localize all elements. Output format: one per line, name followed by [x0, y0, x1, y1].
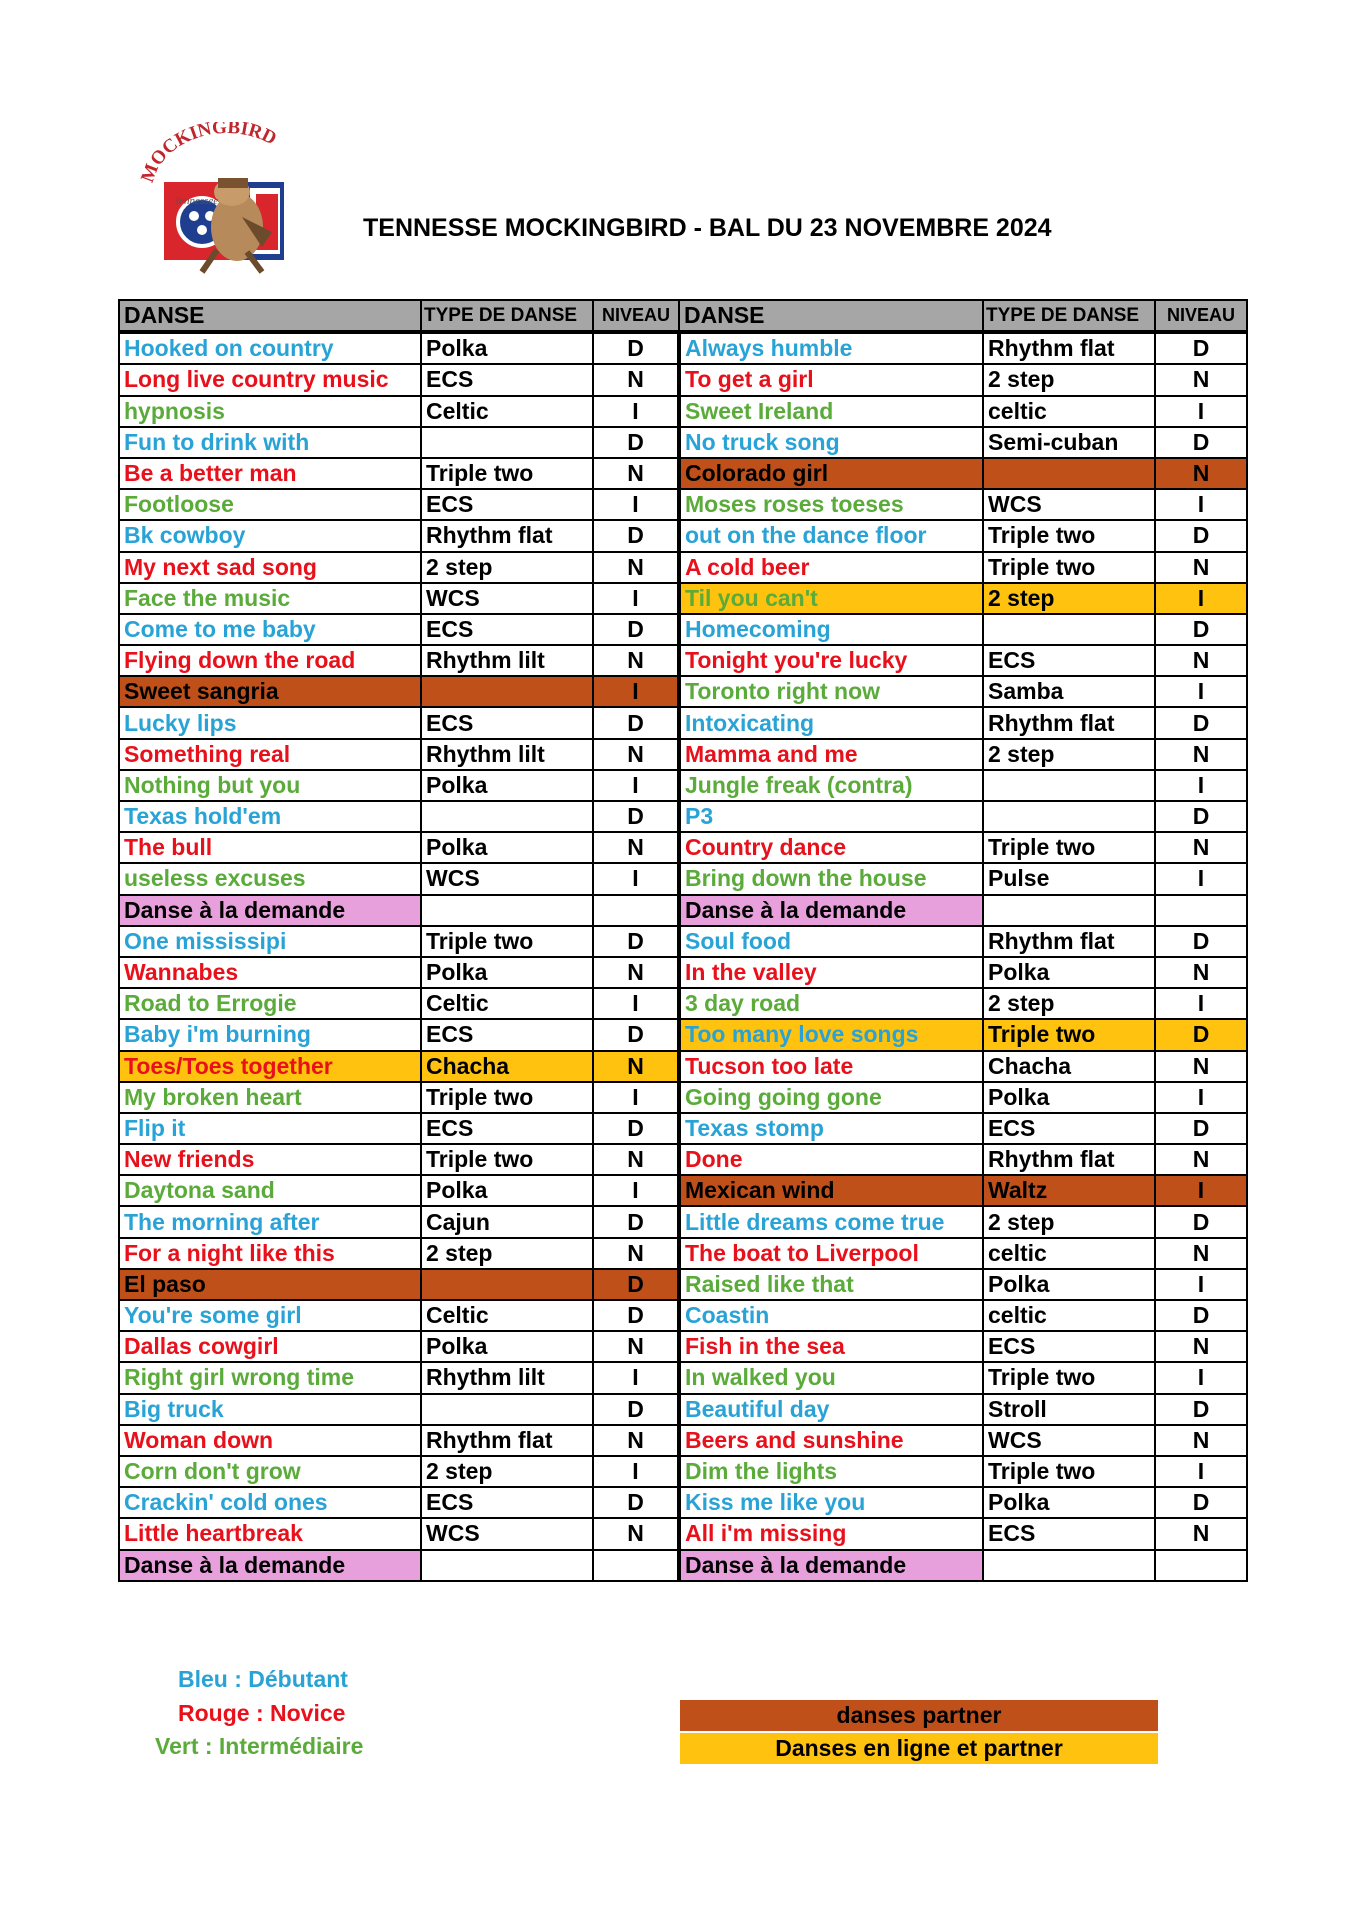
- dance-name: 3 day road: [679, 988, 983, 1019]
- dance-name: Coastin: [679, 1300, 983, 1331]
- dance-name: hypnosis: [119, 396, 421, 427]
- dance-name: Long live country music: [119, 364, 421, 395]
- dance-type: Rhythm flat: [983, 1144, 1155, 1175]
- dance-name: Done: [679, 1144, 983, 1175]
- table-row: [119, 801, 1247, 832]
- dance-level: D: [593, 1300, 679, 1331]
- dance-name: Come to me baby: [119, 614, 421, 645]
- dance-level: I: [593, 676, 679, 707]
- dance-level: I: [593, 396, 679, 427]
- dance-level: I: [1155, 1362, 1247, 1393]
- dance-level: D: [1155, 801, 1247, 832]
- table-row: [119, 1175, 1247, 1206]
- dance-name: Woman down: [119, 1425, 421, 1456]
- dance-level: N: [593, 1051, 679, 1082]
- dance-type: WCS: [983, 1425, 1155, 1456]
- dance-name: Sweet Ireland: [679, 396, 983, 427]
- dance-name: Face the music: [119, 583, 421, 614]
- dance-name: Little dreams come true: [679, 1206, 983, 1237]
- dance-name: Nothing but you: [119, 770, 421, 801]
- dance-type: Polka: [421, 957, 593, 988]
- header-type-left: TYPE DE DANSE: [421, 300, 593, 332]
- table-row: [119, 1019, 1247, 1050]
- dance-type: [983, 458, 1155, 489]
- dance-name: Beers and sunshine: [679, 1425, 983, 1456]
- table-row: [119, 707, 1247, 738]
- dance-level: D: [593, 926, 679, 957]
- dance-type: [983, 1550, 1155, 1581]
- dance-level: D: [1155, 1206, 1247, 1237]
- dance-name: All i'm missing: [679, 1518, 983, 1549]
- dance-name: Flip it: [119, 1113, 421, 1144]
- dance-level: N: [1155, 1238, 1247, 1269]
- dance-type: Semi-cuban: [983, 427, 1155, 458]
- dance-level: N: [1155, 957, 1247, 988]
- dance-type: Triple two: [983, 1019, 1155, 1050]
- dance-type: Triple two: [421, 926, 593, 957]
- dance-type: [421, 1550, 593, 1581]
- dance-type: Triple two: [421, 1082, 593, 1113]
- dance-type: 2 step: [983, 988, 1155, 1019]
- dance-level: D: [1155, 332, 1247, 364]
- dance-name: Colorado girl: [679, 458, 983, 489]
- dance-type: [421, 895, 593, 926]
- dance-type: Polka: [421, 1331, 593, 1362]
- dance-level: N: [1155, 645, 1247, 676]
- dance-level: D: [593, 1487, 679, 1518]
- dance-type: [421, 676, 593, 707]
- dance-name: Tonight you're lucky: [679, 645, 983, 676]
- table-row: [119, 926, 1247, 957]
- dance-type: Rhythm flat: [421, 1425, 593, 1456]
- dance-name: Danse à la demande: [119, 1550, 421, 1581]
- dance-type: ECS: [421, 1019, 593, 1050]
- dance-name: For a night like this: [119, 1238, 421, 1269]
- dance-type: Pulse: [983, 863, 1155, 894]
- dance-level: N: [593, 1144, 679, 1175]
- table-row: [119, 895, 1247, 926]
- table-row: [119, 957, 1247, 988]
- table-row: [119, 863, 1247, 894]
- table-row: [119, 520, 1247, 551]
- dance-type: Triple two: [983, 832, 1155, 863]
- dance-name: The boat to Liverpool: [679, 1238, 983, 1269]
- table-row: [119, 1082, 1247, 1113]
- dance-level: N: [593, 739, 679, 770]
- dance-type: WCS: [421, 863, 593, 894]
- table-row: [119, 332, 1247, 364]
- dance-table: [118, 299, 1248, 1582]
- dance-type: Celtic: [421, 988, 593, 1019]
- dance-level: [593, 895, 679, 926]
- dance-level: I: [1155, 676, 1247, 707]
- dance-name: Daytona sand: [119, 1175, 421, 1206]
- dance-name: Be a better man: [119, 458, 421, 489]
- dance-type: Rhythm flat: [983, 926, 1155, 957]
- dance-name: Raised like that: [679, 1269, 983, 1300]
- dance-level: N: [593, 1331, 679, 1362]
- dance-name: Toes/Toes together: [119, 1051, 421, 1082]
- dance-level: I: [593, 1362, 679, 1393]
- dance-level: N: [593, 645, 679, 676]
- dance-type: ECS: [421, 1487, 593, 1518]
- dance-type: 2 step: [983, 1206, 1155, 1237]
- dance-name: Kiss me like you: [679, 1487, 983, 1518]
- dance-level: I: [1155, 396, 1247, 427]
- dance-type: Rhythm lilt: [421, 739, 593, 770]
- dance-level: D: [1155, 1300, 1247, 1331]
- dance-level: N: [1155, 1331, 1247, 1362]
- dance-name: Hooked on country: [119, 332, 421, 364]
- dance-level: I: [1155, 1456, 1247, 1487]
- dance-type: Rhythm lilt: [421, 1362, 593, 1393]
- dance-level: N: [593, 1518, 679, 1549]
- dance-type: Chacha: [983, 1051, 1155, 1082]
- dance-type: Polka: [421, 332, 593, 364]
- table-header-row: [119, 300, 1247, 332]
- dance-name: Toronto right now: [679, 676, 983, 707]
- table-row: [119, 458, 1247, 489]
- dance-type: [421, 1394, 593, 1425]
- dance-level: N: [593, 458, 679, 489]
- dance-type: [421, 1269, 593, 1300]
- header-danse-right: DANSE: [679, 300, 983, 332]
- dance-level: I: [1155, 583, 1247, 614]
- table-row: [119, 1550, 1247, 1581]
- table-row: [119, 396, 1247, 427]
- dance-name: Fish in the sea: [679, 1331, 983, 1362]
- svg-text:MOCKINGBIRD: MOCKINGBIRD: [137, 122, 280, 186]
- dance-name: Beautiful day: [679, 1394, 983, 1425]
- dance-level: N: [1155, 739, 1247, 770]
- dance-level: D: [1155, 926, 1247, 957]
- table-row: [119, 1487, 1247, 1518]
- dance-name: Bk cowboy: [119, 520, 421, 551]
- dance-level: I: [1155, 988, 1247, 1019]
- table-row: [119, 1144, 1247, 1175]
- dance-type: Polka: [983, 1082, 1155, 1113]
- dance-level: I: [1155, 489, 1247, 520]
- dance-name: Bring down the house: [679, 863, 983, 894]
- dance-type: Triple two: [421, 1144, 593, 1175]
- dance-type: Cajun: [421, 1206, 593, 1237]
- legend-ligne-box: Danses en ligne et partner: [680, 1733, 1158, 1764]
- page-title: TENNESSE MOCKINGBIRD - BAL DU 23 NOVEMBRE 2024: [363, 214, 1052, 242]
- dance-level: D: [593, 1019, 679, 1050]
- dance-type: celtic: [983, 1238, 1155, 1269]
- dance-level: D: [593, 1269, 679, 1300]
- dance-type: 2 step: [983, 364, 1155, 395]
- dance-name: Mexican wind: [679, 1175, 983, 1206]
- table-row: [119, 1331, 1247, 1362]
- dance-level: I: [593, 583, 679, 614]
- dance-type: WCS: [983, 489, 1155, 520]
- dance-level: I: [1155, 770, 1247, 801]
- dance-name: Crackin' cold ones: [119, 1487, 421, 1518]
- dance-name: Too many love songs: [679, 1019, 983, 1050]
- dance-level: N: [1155, 458, 1247, 489]
- dance-type: 2 step: [421, 1456, 593, 1487]
- dance-level: [593, 1550, 679, 1581]
- table-row: [119, 1425, 1247, 1456]
- dance-name: Corn don't grow: [119, 1456, 421, 1487]
- legend-partner-box: danses partner: [680, 1700, 1158, 1731]
- dance-name: Country dance: [679, 832, 983, 863]
- dance-level: I: [593, 770, 679, 801]
- dance-type: Celtic: [421, 396, 593, 427]
- dance-name: Big truck: [119, 1394, 421, 1425]
- table-row: [119, 1238, 1247, 1269]
- dance-level: D: [593, 707, 679, 738]
- dance-level: N: [1155, 1144, 1247, 1175]
- dance-name: Tucson too late: [679, 1051, 983, 1082]
- dance-type: Polka: [983, 1487, 1155, 1518]
- dance-level: D: [1155, 427, 1247, 458]
- dance-level: N: [1155, 552, 1247, 583]
- dance-level: D: [593, 1394, 679, 1425]
- dance-type: Polka: [421, 1175, 593, 1206]
- header-niveau-left: NIVEAU: [593, 300, 679, 332]
- table-row: [119, 988, 1247, 1019]
- dance-name: useless excuses: [119, 863, 421, 894]
- legend-vert: Vert : Intermédiaire: [155, 1733, 364, 1759]
- table-row: [119, 1113, 1247, 1144]
- dance-type: [983, 895, 1155, 926]
- dance-name: In walked you: [679, 1362, 983, 1393]
- dance-name: El paso: [119, 1269, 421, 1300]
- table-body: [119, 332, 1247, 1581]
- dance-type: [421, 427, 593, 458]
- dance-name: One mississipi: [119, 926, 421, 957]
- dance-name: Sweet sangria: [119, 676, 421, 707]
- dance-level: N: [593, 1238, 679, 1269]
- dance-level: D: [593, 427, 679, 458]
- dance-type: ECS: [421, 707, 593, 738]
- dance-type: Waltz: [983, 1175, 1155, 1206]
- dance-name: Footloose: [119, 489, 421, 520]
- table-row: [119, 1362, 1247, 1393]
- table-row: [119, 1269, 1247, 1300]
- table-row: [119, 1518, 1247, 1549]
- dance-type: Rhythm flat: [421, 520, 593, 551]
- legend-rouge: Rouge : Novice: [178, 1700, 346, 1726]
- dance-type: Stroll: [983, 1394, 1155, 1425]
- dance-type: Triple two: [421, 458, 593, 489]
- dance-level: I: [593, 863, 679, 894]
- dance-level: D: [1155, 520, 1247, 551]
- dance-type: ECS: [421, 614, 593, 645]
- dance-level: I: [593, 1082, 679, 1113]
- dance-type: ECS: [983, 1113, 1155, 1144]
- dance-type: ECS: [983, 1518, 1155, 1549]
- dance-level: D: [593, 1113, 679, 1144]
- dance-name: Soul food: [679, 926, 983, 957]
- dance-name: Little heartbreak: [119, 1518, 421, 1549]
- dance-level: N: [593, 1425, 679, 1456]
- dance-name: Wannabes: [119, 957, 421, 988]
- dance-level: N: [593, 957, 679, 988]
- dance-level: [1155, 895, 1247, 926]
- dance-level: D: [1155, 614, 1247, 645]
- dance-name: out on the dance floor: [679, 520, 983, 551]
- dance-level: D: [1155, 1487, 1247, 1518]
- dance-level: D: [593, 801, 679, 832]
- dance-level: N: [1155, 364, 1247, 395]
- dance-level: N: [1155, 832, 1247, 863]
- table-row: [119, 1051, 1247, 1082]
- table-row: [119, 739, 1247, 770]
- dance-level: D: [593, 614, 679, 645]
- table-row: [119, 1300, 1247, 1331]
- dance-name: Intoxicating: [679, 707, 983, 738]
- dance-name: My broken heart: [119, 1082, 421, 1113]
- dance-name: Baby i'm burning: [119, 1019, 421, 1050]
- table-row: [119, 583, 1247, 614]
- dance-level: I: [1155, 1082, 1247, 1113]
- dance-level: N: [593, 552, 679, 583]
- dance-name: Mamma and me: [679, 739, 983, 770]
- dance-name: Flying down the road: [119, 645, 421, 676]
- dance-name: Road to Errogie: [119, 988, 421, 1019]
- dance-name: Texas hold'em: [119, 801, 421, 832]
- dance-level: I: [1155, 1175, 1247, 1206]
- table-row: [119, 770, 1247, 801]
- dance-name: No truck song: [679, 427, 983, 458]
- dance-type: 2 step: [421, 552, 593, 583]
- dance-name: Going going gone: [679, 1082, 983, 1113]
- mockingbird-logo: [132, 122, 332, 282]
- dance-name: Danse à la demande: [679, 1550, 983, 1581]
- dance-level: I: [593, 1456, 679, 1487]
- dance-name: Texas stomp: [679, 1113, 983, 1144]
- dance-type: [983, 614, 1155, 645]
- dance-level: N: [1155, 1051, 1247, 1082]
- dance-type: ECS: [421, 364, 593, 395]
- dance-type: WCS: [421, 1518, 593, 1549]
- dance-type: Rhythm flat: [983, 707, 1155, 738]
- dance-name: Always humble: [679, 332, 983, 364]
- dance-type: Polka: [421, 770, 593, 801]
- dance-level: D: [1155, 1394, 1247, 1425]
- dance-type: 2 step: [421, 1238, 593, 1269]
- dance-name: Lucky lips: [119, 707, 421, 738]
- dance-type: Triple two: [983, 520, 1155, 551]
- dance-type: ECS: [983, 645, 1155, 676]
- dance-type: celtic: [983, 396, 1155, 427]
- dance-name: Something real: [119, 739, 421, 770]
- dance-name: Fun to drink with: [119, 427, 421, 458]
- dance-type: WCS: [421, 583, 593, 614]
- svg-text:Tennessee: Tennessee: [174, 195, 219, 207]
- dance-level: I: [1155, 1269, 1247, 1300]
- dance-name: Right girl wrong time: [119, 1362, 421, 1393]
- dance-type: 2 step: [983, 739, 1155, 770]
- dance-level: I: [593, 988, 679, 1019]
- dance-type: Celtic: [421, 1300, 593, 1331]
- dance-name: Jungle freak (contra): [679, 770, 983, 801]
- dance-level: I: [1155, 863, 1247, 894]
- legend-bleu: Bleu : Débutant: [178, 1666, 348, 1692]
- table-row: [119, 364, 1247, 395]
- dance-level: D: [593, 1206, 679, 1237]
- table-row: [119, 645, 1247, 676]
- dance-level: N: [593, 832, 679, 863]
- dance-type: Chacha: [421, 1051, 593, 1082]
- dance-level: D: [1155, 1019, 1247, 1050]
- dance-name: Danse à la demande: [679, 895, 983, 926]
- dance-name: You're some girl: [119, 1300, 421, 1331]
- dance-level: D: [593, 520, 679, 551]
- dance-type: ECS: [983, 1331, 1155, 1362]
- dance-type: Triple two: [983, 1456, 1155, 1487]
- dance-name: My next sad song: [119, 552, 421, 583]
- dance-level: I: [593, 1175, 679, 1206]
- dance-name: Moses roses toeses: [679, 489, 983, 520]
- dance-name: Dallas cowgirl: [119, 1331, 421, 1362]
- dance-type: Polka: [421, 832, 593, 863]
- dance-name: Dim the lights: [679, 1456, 983, 1487]
- dance-type: [983, 770, 1155, 801]
- table-row: [119, 1456, 1247, 1487]
- dance-type: ECS: [421, 489, 593, 520]
- header-niveau-right: NIVEAU: [1155, 300, 1247, 332]
- table-row: [119, 427, 1247, 458]
- dance-type: [421, 801, 593, 832]
- table-row: [119, 614, 1247, 645]
- dance-level: D: [1155, 707, 1247, 738]
- dance-level: [1155, 1550, 1247, 1581]
- dance-name: P3: [679, 801, 983, 832]
- dance-level: N: [593, 364, 679, 395]
- table-row: [119, 1394, 1247, 1425]
- dance-level: D: [593, 332, 679, 364]
- table-row: [119, 676, 1247, 707]
- dance-name: Til you can't: [679, 583, 983, 614]
- dance-type: Polka: [983, 1269, 1155, 1300]
- dance-type: Rhythm flat: [983, 332, 1155, 364]
- dance-type: [983, 801, 1155, 832]
- table-row: [119, 1206, 1247, 1237]
- table-row: [119, 832, 1247, 863]
- dance-level: N: [1155, 1518, 1247, 1549]
- dance-name: Homecoming: [679, 614, 983, 645]
- dance-type: celtic: [983, 1300, 1155, 1331]
- dance-name: The morning after: [119, 1206, 421, 1237]
- dance-level: D: [1155, 1113, 1247, 1144]
- table-row: [119, 489, 1247, 520]
- dance-type: 2 step: [983, 583, 1155, 614]
- dance-type: ECS: [421, 1113, 593, 1144]
- dance-level: I: [593, 489, 679, 520]
- table-row: [119, 552, 1247, 583]
- dance-name: In the valley: [679, 957, 983, 988]
- dance-type: Triple two: [983, 1362, 1155, 1393]
- dance-type: Samba: [983, 676, 1155, 707]
- header-type-right: TYPE DE DANSE: [983, 300, 1155, 332]
- dance-type: Polka: [983, 957, 1155, 988]
- dance-name: New friends: [119, 1144, 421, 1175]
- dance-name: The bull: [119, 832, 421, 863]
- dance-level: N: [1155, 1425, 1247, 1456]
- dance-name: A cold beer: [679, 552, 983, 583]
- dance-name: Danse à la demande: [119, 895, 421, 926]
- dance-type: Rhythm lilt: [421, 645, 593, 676]
- header-danse-left: DANSE: [119, 300, 421, 332]
- dance-name: To get a girl: [679, 364, 983, 395]
- dance-type: Triple two: [983, 552, 1155, 583]
